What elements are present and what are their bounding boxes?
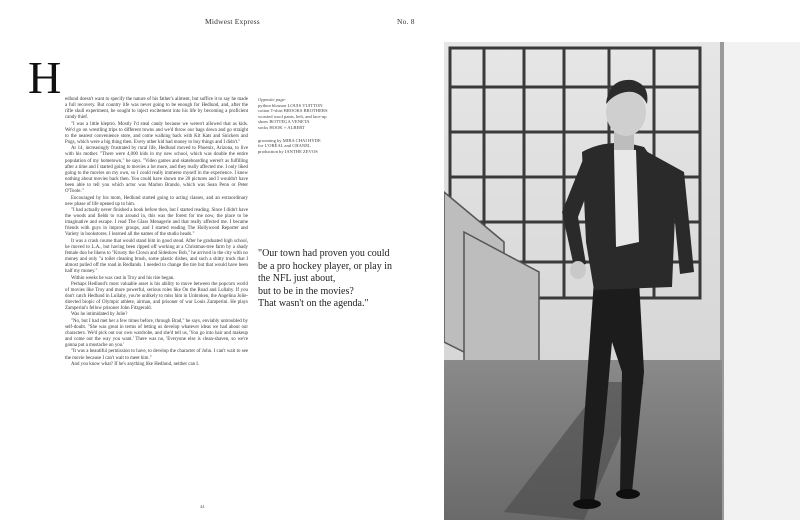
body-paragraph: And you know what? If he's anything like Hedlund, neither can I.	[71, 361, 200, 367]
quote-line: "Our town had proven you could	[258, 248, 390, 259]
quote-line: be a pro hockey player, or play in	[258, 260, 392, 272]
credit-line: worsted wool pants, belt, and lace-up	[258, 113, 327, 119]
body-paragraph: "I was a little kleptro. Mostly I'd steal candy because we weren't allowed that as kids. We'd go on wrestling trips to different towns and we'd throw our bags down and go straight to the nearest convenience store, and come walking back with Kit Kats and Snickers and Pogs, which were a big thing then. Every other kid had money to buy things and I didn't."	[65, 121, 248, 146]
publication-name: Midwest Express	[205, 17, 260, 26]
body-paragraph: "I had actually never finished a book before then, but I started reading. Since I didn't have the woods and fields to run around in, this was the forest for me now, the place to be imaginative and escape. I read The Glass Menagerie and that really affected me. I became friends with guys in improv groups, and I started reading The Hollywood Reporter and Variety in bookstores. I learned all the names of the studio heads."	[65, 207, 248, 238]
body-paragraph: It was a crash course that would stand him in good stead. After he graduated high school, he moved to L.A., but having been ripped off working at a Christmas-tree farm by a shady female duo he likens to "Krusty the Clown and Sideshow Bob," he arrived in the city with no money and only "a toilet cleaning brush, some plastic dishes, and such a shitty truck that I almost pulled off the road in Redlands. I needed to change the tire but that would have been half my money."	[65, 238, 248, 275]
page-number: 44	[200, 504, 205, 509]
body-paragraph: Was he intimidated by Jolie?	[71, 312, 128, 318]
quote-line: That wasn't on the agenda."	[258, 298, 369, 309]
credit-line: python blouson LOUIS VUITTON	[258, 102, 323, 108]
pull-quote	[258, 248, 418, 311]
article-body	[65, 97, 248, 368]
credit-line: for L'ORÉAL and CHANEL	[258, 143, 311, 149]
credit-line: socks HOOK + ALBERT	[258, 124, 305, 130]
credit-line: cotton T-shirt BROOKS BROTHERS	[258, 108, 328, 114]
quote-line: but to be in the movies?	[258, 285, 354, 297]
body-paragraph: Perhaps Hedlund's most valuable asset is his ability to move between the popcorn world of movies like Troy and more powerful, serious roles like On the Road and Lullaby. If you don't catch Hedlund in Lullaby, you're unlikely to miss him in Unbroken, the Angelina Jolie-directed biopic of Olympic athlete, airman, and prisoner of war Louis Zamperini. He plays Zamperini's fellow prisoner John Fitzgerald.	[65, 281, 248, 312]
credit-line: shoes BOTTEGA VENETA	[258, 119, 310, 125]
issue-number: No. 8	[397, 17, 415, 26]
production-credits	[258, 138, 340, 155]
body-paragraph: "It was a beautiful permission to have, to develop the character of John. I can't wait to see the movie because I can't wait to meet him."	[65, 349, 248, 361]
body-paragraph: Encouraged by his mom, Hedlund started going to acting classes, and an extraordinary new phase of life opened up to him.	[65, 195, 248, 207]
credit-line: grooming by MIRA CHAI HYDE	[258, 137, 321, 143]
credit-line: Opposite page:	[258, 97, 287, 102]
body-paragraph: At 14, increasingly frustrated by rural life, Hedlund moved to Phoenix, Arizona, to live with his mother. "There were 4,000 kids in my new school, which was double the entire population of my hometown," he says. "Video games and skateboarding weren't as fulfilling after a time and I started going to movies a lot more, and they really affected me. I only liked going to the movies on my own, so I could really immerse myself in the experience. I knew nothing about movies back then. You could have shown me 20 pictures and I wouldn't have been able to tell you which actor was Marlon Brando, which was Sean Penn or Peter O'Toole."	[65, 146, 248, 195]
credit-line: production by IANTHE ZEVOS	[258, 148, 318, 154]
wardrobe-credits	[258, 97, 340, 131]
portrait-illustration	[444, 42, 800, 520]
body-paragraph: edlund doesn't want to specify the nature of his father's ailment, but suffice it to say he made a full recovery. But country life was never going to be enough for Hedlund, and, after the rifle skull experiment, he sought to inject excitement into his life by becoming a proficient candy thief.	[65, 97, 248, 121]
portrait-photo	[444, 42, 800, 520]
body-paragraph: Within weeks he was cast in Troy and his rise began.	[71, 275, 175, 281]
body-paragraph: "No, but I had met her a few times before, through Brad," he says, enviably untroubled by self-doubt. "She was great in terms of letting us develop whatever ideas we had about our characters. We'd pick out our own wardrobe, and she'd tell us, 'You go into hair and makeup and come out the way you want.' There was no, 'Everyone else is clean-shaven, so we're gonna put a mustache on you.'	[65, 318, 248, 349]
photo-credits	[258, 97, 340, 161]
drop-cap: H	[28, 52, 62, 103]
quote-line: the NFL just about,	[258, 273, 336, 284]
